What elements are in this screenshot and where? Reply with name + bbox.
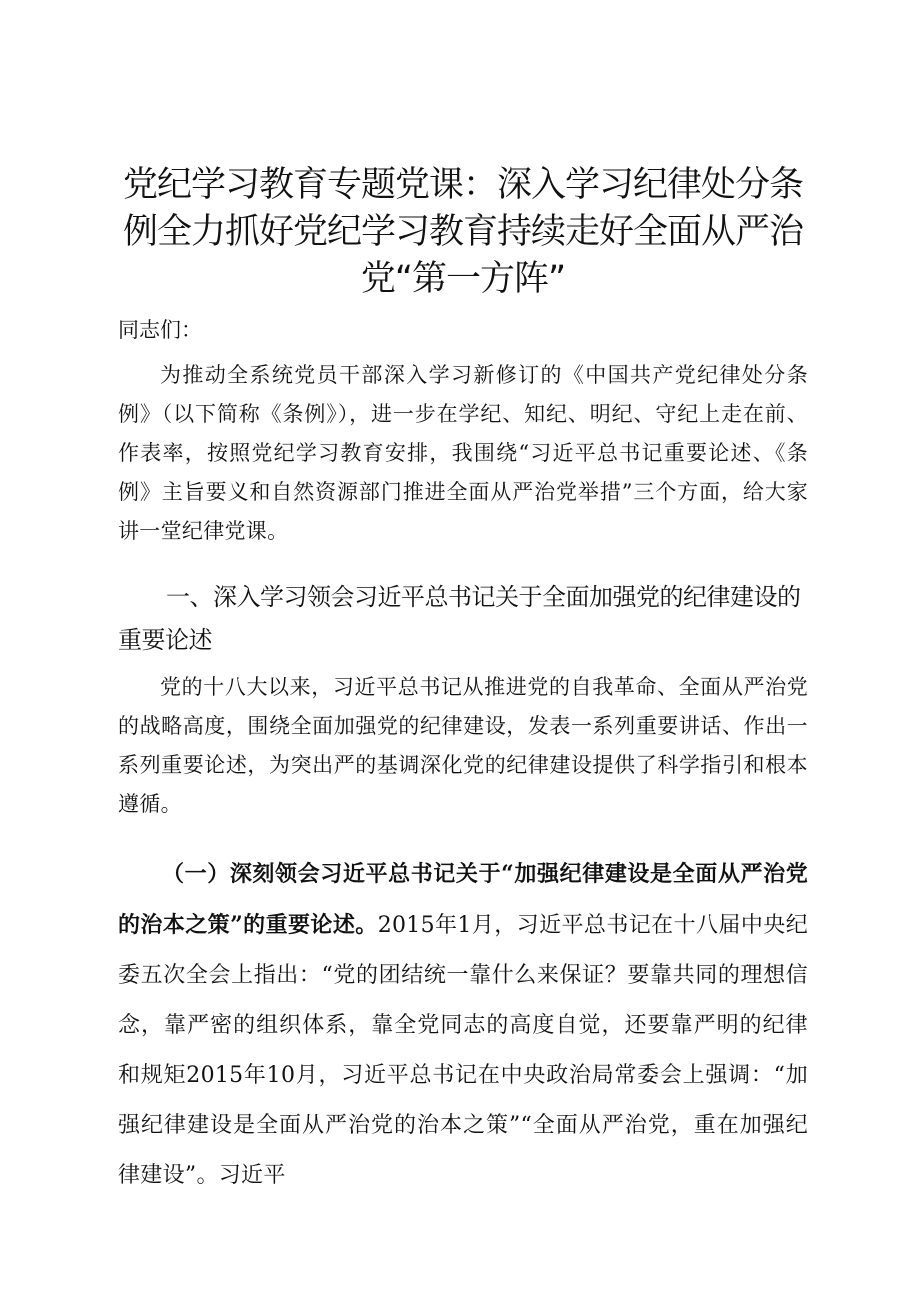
document-title: 党纪学习教育专题党课：深入学习纪律处分条例全力抓好党纪学习教育持续走好全面从严治党“第一方阵” bbox=[122, 165, 803, 299]
section-heading-1: 一、深入学习领会习近平总书记关于全面加强党的纪律建设的重要论述 bbox=[118, 583, 801, 654]
intro-paragraph: 为推动全系统党员干部深入学习新修订的《中国共产党纪律处分条例》（以下简称《条例》），进一步在学纪、知纪、明纪、守纪上走在前、作表率，按照党纪学习教育安排，我围绕“习近平总书记重要论述、《条例》主旨要义和自然资源部门推进全面从严治党举措”三个方面，给大家讲一堂纪律党课。 bbox=[118, 363, 808, 543]
subsection-1-body: 2015年1月，习近平总书记在十八届中央纪委五次全会上指出：“党的团结统一靠什么来保证？要靠共同的理想信念，靠严密的组织体系，靠全党同志的高度自觉，还要靠严明的纪律和规矩2015年10月，习近平总书记在中央政治局常委会上强调：“加强纪律建设是全面从严治党的治本之策”“全面从严治党，重在加强纪律建设”。习近平 bbox=[118, 913, 808, 1188]
subsection-1-paragraph bbox=[118, 849, 808, 1201]
salutation: 同志们： bbox=[118, 318, 202, 342]
subsection-heading-1: （一）深刻领会习近平总书记关于“加强纪律建设是全面从严治党的治本之策”的重要论述。 bbox=[118, 861, 808, 938]
section-1-paragraph: 党的十八大以来，习近平总书记从推进党的自我革命、全面从严治党的战略高度，围绕全面加强党的纪律建设，发表一系列重要讲话、作出一系列重要论述，为突出严的基调深化党的纪律建设提供了科学指引和根本遵循。 bbox=[118, 675, 808, 816]
